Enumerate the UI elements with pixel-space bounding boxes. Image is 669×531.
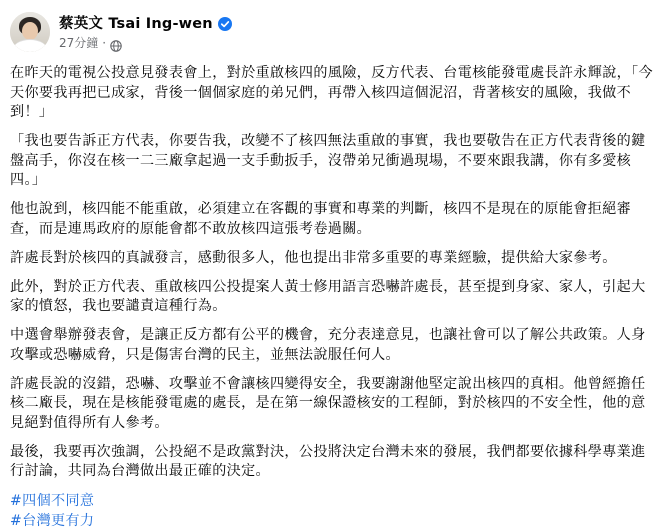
author-row xyxy=(59,13,232,33)
globe-icon[interactable] xyxy=(110,37,122,49)
post-paragraph: 他也說到，核四能不能重啟，必須建立在客觀的事實和專業的判斷，核四不是現在的原能會拒絕審查，而是連馬政府的原能會都不敢放核四這張考卷過關。 xyxy=(10,201,632,237)
author-name[interactable]: 蔡英文 Tsai Ing-wen xyxy=(59,16,213,32)
meta-separator: · xyxy=(102,35,107,50)
post-meta xyxy=(59,13,232,52)
hashtag-list xyxy=(10,491,658,531)
hashtag-link[interactable]: #台灣更有力 xyxy=(10,513,95,529)
post-paragraph: 「我也要告訴正方代表，你要告我，改變不了核四無法重啟的事實，我也要敬告在正方代表背後的鍵盤高手，你沒在核一二三廠拿起過一支手動扳手，沒帶弟兄衝過現場，不要來跟我講，你有多愛核四。」 xyxy=(10,133,646,188)
post-paragraph: 許處長對於核四的真誠發言，感動很多人，他也提出非常多重要的專業經驗，提供給大家參考。 xyxy=(10,249,617,266)
post-paragraph: 最後，我要再次強調，公投絕不是政黨對決，公投將決定台灣未來的發展，我們都要依據科學專業進行討論，共同為台灣做出最正確的決定。 xyxy=(10,443,646,479)
post-body xyxy=(10,64,658,531)
hashtag-link[interactable]: #四個不同意 xyxy=(10,493,95,509)
post-header xyxy=(10,10,232,54)
post-paragraph: 許處長說的沒錯，恐嚇、攻擊並不會讓核四變得安全，我要謝謝他堅定說出核四的真相。他曾經擔任核二廠長，現在是核能發電處的處長，是在第一線保證核安的工程師，對於核四的不安全性，他的意見絕對值得所有人參考。 xyxy=(10,375,646,431)
post-paragraph: 中選會舉辦發表會，是讓正反方都有公平的機會，充分表達意見，也讓社會可以了解公共政策。人身攻擊或恐嚇威脅，只是傷害台灣的民主，並無法說服任何人。 xyxy=(10,327,646,363)
verified-badge-icon xyxy=(218,16,232,30)
post-paragraph: 在昨天的電視公投意見發表會上，對於重啟核四的風險，反方代表、台電核能發電處長許永輝說，「今天你要我再把已成家，背後一個個家庭的弟兄們，再帶入核四這個泥沼，背著核安的風險，我做不到！」 xyxy=(10,65,653,120)
avatar[interactable] xyxy=(10,12,50,52)
post-paragraph: 此外，對於正方代表、重啟核四公投提案人黃士修用語言恐嚇許處長，甚至提到身家、家人，引起大家的憤怒，我也要譴責這種行為。 xyxy=(10,278,646,314)
avatar-face xyxy=(22,22,38,40)
timestamp-row xyxy=(59,34,232,52)
post-timestamp[interactable]: 27分鐘 xyxy=(59,36,99,50)
